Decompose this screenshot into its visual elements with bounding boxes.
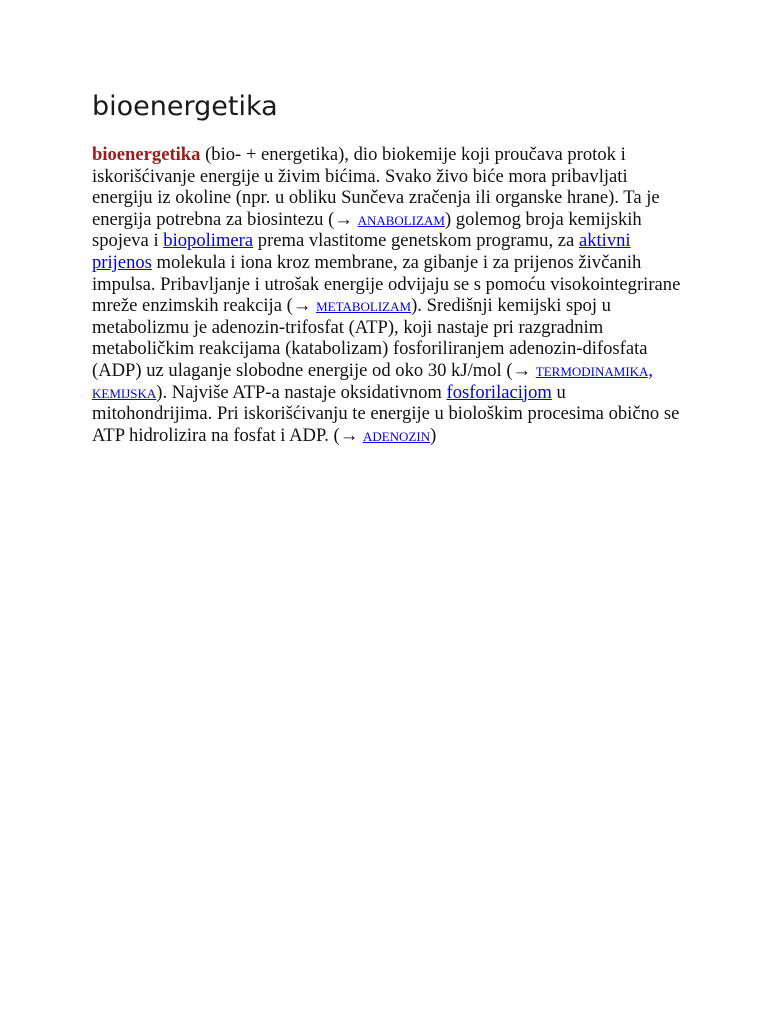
text-segment: (bio- + energetika), dio biokemije koji proučava protok i iskorišćivanje energije u živim bićima. Svako živo biće mora pribavljati energiju iz okoline (npr. u obliku Sunčeva zračenja ili organske hrane). Ta je energija potrebna za biosintezu (→ [92,144,660,230]
headword: bioenergetika [92,144,201,165]
xref-metabolizam-link[interactable]: metabolizam [316,295,412,317]
aktivni-prijenos-link[interactable]: aktivni prijenos [92,230,631,273]
text-segment: ). Najviše ATP-a nastaje oksidativnom [156,381,447,403]
text-segment: ). Središnji kemijski spoj u metabolizmu je adenozin-trifosfat (ATP), koji nastaje pri razgradnim metaboličkim reakcijama (katabolizam) fosforiliranjem adenozin-difosfata (ADP) uz ulaganje slobodne energije od oko 30 kJ/mol (→ [92,295,648,381]
text-segment: ) golemog broja kemijskih spojeva i [92,208,642,252]
article-body [92,144,682,446]
text-segment: molekula i iona kroz membrane, za gibanje i za prijenos živčanih impulsa. Pribavljanje i utrošak energije odvijaju se s pomoću visokointegrirane mreže enzimskih reakcija (→ [92,251,681,317]
text-segment: u mitohondrijima. Pri iskorišćivanju te energije u biološkim procesima obično se ATP hidrolizira na fosfat i ADP. (→ [92,381,680,446]
xref-termodinamika-link[interactable]: termodinamika, kemijska [92,359,654,403]
article-page [92,88,682,446]
fosforilacijom-link[interactable]: fosforilacijom [446,381,552,403]
text-segment: ) [430,424,437,446]
page-title: bioenergetika [92,91,278,122]
xref-anabolizam-link[interactable]: anabolizam [357,208,445,230]
biopolimera-link[interactable]: biopolimera [163,230,254,252]
xref-adenozin-link[interactable]: adenozin [362,424,431,446]
text-segment: prema vlastitome genetskom programu, za [253,230,579,252]
